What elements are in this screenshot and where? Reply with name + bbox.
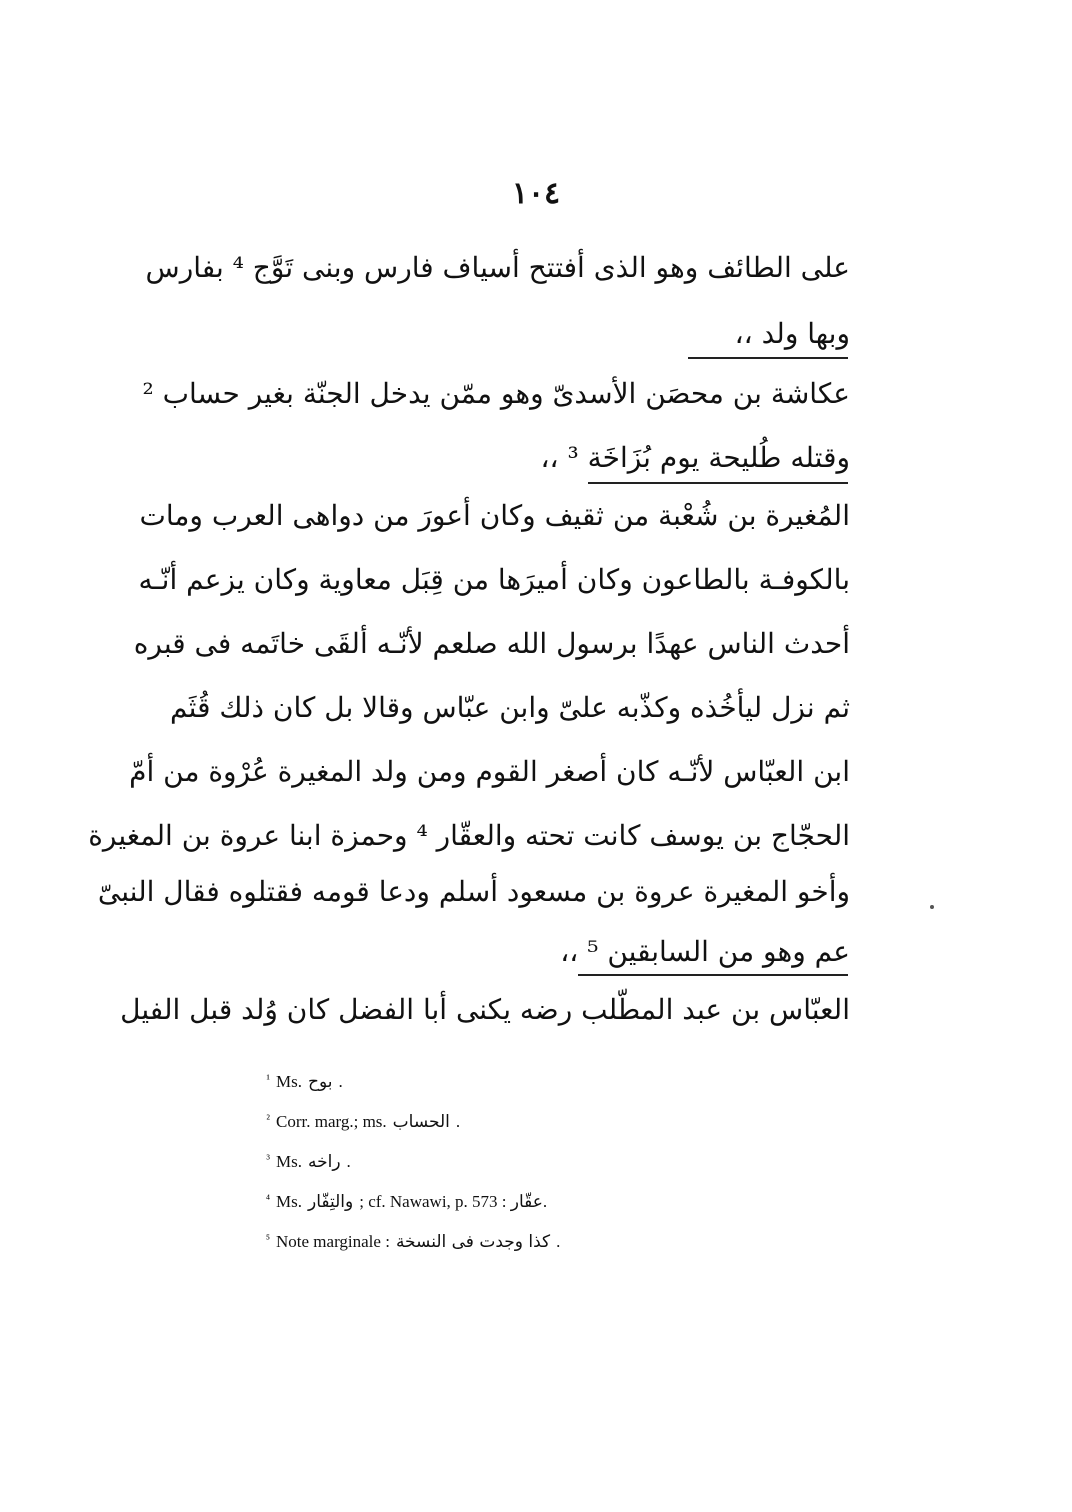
footnote <box>258 1222 818 1262</box>
footnote <box>258 1142 818 1182</box>
footnote-latin-after: ; cf. Nawawi, p. 573 : عقّار. <box>359 1192 548 1211</box>
footnote <box>258 1062 818 1102</box>
footnote-number: ¹ <box>266 1072 270 1086</box>
text-line: ثم نزل ليأخُذه وكذّبه علىّ وابن عبّاس وقالا بل كان ذلك قُثَم <box>170 691 850 724</box>
footnote <box>258 1102 818 1142</box>
entry-separator-rule <box>588 482 848 484</box>
text-line: المُغيرة بن شُعْبة من ثقيف وكان أعورَ من دواهى العرب ومات <box>139 499 850 532</box>
footnote-latin: Corr. marg.; ms. <box>276 1112 387 1131</box>
text-line: ابن العبّاس لأنّـه كان أصغر القوم ومن ولد المغيرة عُرْوة من أمّ <box>129 755 850 788</box>
footnote-latin-after: . <box>556 1232 561 1251</box>
text-line: بالكوفـة بالطاعون وكان أميرَها من قِبَل معاوية وكان يزعم أنّـه <box>138 563 850 596</box>
footnote-latin-after: . <box>455 1112 461 1131</box>
text-line: وبها ولد ،، <box>734 317 850 350</box>
text-line: عم وهو من السابقين ⁵ ،، <box>560 935 850 968</box>
entry-separator-rule <box>578 974 848 976</box>
footnote-arabic: الحساب <box>392 1112 450 1132</box>
footnote-number: ⁵ <box>265 1232 270 1246</box>
footnote-latin: Ms. <box>276 1152 302 1171</box>
footnote-latin: Ms. <box>276 1192 302 1211</box>
page-number: ١٠٤ <box>511 176 561 211</box>
footnote-arabic: بوح <box>307 1072 333 1092</box>
footnote-latin: Note marginale : <box>276 1232 390 1251</box>
margin-speck <box>930 905 934 909</box>
footnote-latin-after: . <box>338 1072 343 1091</box>
footnotes <box>258 1062 818 1262</box>
footnote-arabic: كذا وجدت فى النسخة <box>395 1232 551 1252</box>
text-line: العبّاس بن عبد المطّلب رضه يكنى أبا الفضل كان وُلد قبل الفيل <box>120 993 850 1026</box>
text-line: أحدث الناس عهدًا برسول الله صلعم لأنّـه ألقَى خاتَمه فى قبره <box>133 627 850 660</box>
footnote-latin-after: . <box>346 1152 351 1171</box>
text-line: عكاشة بن محصَن الأسدىّ وهو ممّن يدخل الجنّة بغير حساب ² <box>142 377 850 410</box>
footnote-arabic: راخه <box>307 1152 341 1172</box>
entry-separator-rule <box>688 357 848 359</box>
footnote-arabic: والتِفّار <box>307 1192 354 1212</box>
footnote-number: ⁴ <box>265 1192 270 1206</box>
text-line: الحجّاج بن يوسف كانت تحته والعقّار ⁴ وحمزة ابنا عروة بن المغيرة <box>88 819 850 852</box>
text-line: وقتله طُليحة يوم بُزَاخَة ³ ،، <box>540 441 850 474</box>
footnote <box>258 1182 818 1222</box>
footnote-latin: Ms. <box>276 1072 302 1091</box>
text-line: وأخو المغيرة عروة بن مسعود أسلم ودعا قومه فقتلوه فقال النبىّ <box>97 875 850 908</box>
footnote-number: ³ <box>266 1152 270 1166</box>
footnote-number: ² <box>266 1112 270 1126</box>
text-line: على الطائف وهو الذى أفتتح أسياف فارس وبنى تَوَّج ⁴ بفارس <box>145 251 850 284</box>
